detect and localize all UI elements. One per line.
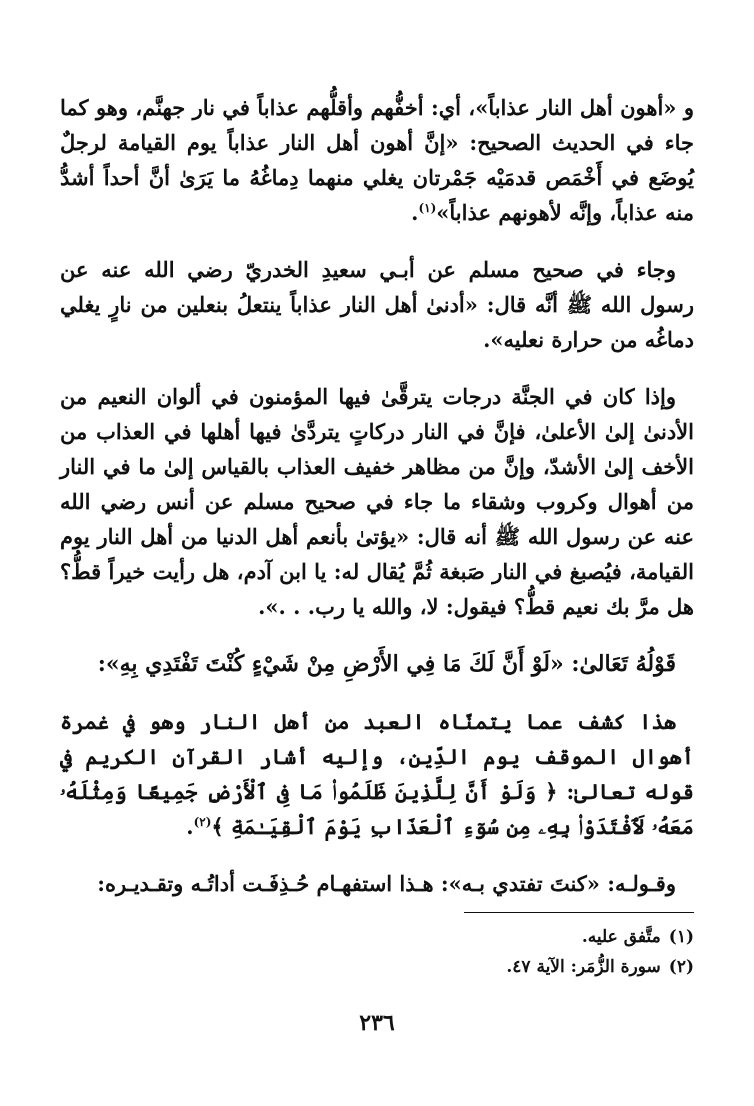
paragraph-5: وقـولـه: «كنتَ تفتدي بـه»: هـذا استفهـام حُـذِفَـت أداتُـه وتقـديـره: xyxy=(97,871,676,896)
footnote-divider xyxy=(464,912,694,913)
paragraph-4-text: هذا كشف عما يتمنّاه العبد من أهل النار وهو في غمرة أهوال الموقف يوم الدِّين، وإليه أشار القرآن الكريم في قوله تعالىٰ: xyxy=(60,709,694,804)
verse-heading: قَوْلُهُ تَعَالىٰ: «لَوْ أَنَّ لَكَ مَا فِي الأَرْضِ مِنْ شَيْءٍ كُنْتَ تَفْتَدِي بِهِ»: xyxy=(97,651,676,677)
paragraph-4-end: . xyxy=(186,814,194,839)
page-number: ٢٣٦ xyxy=(359,1010,395,1036)
quran-verse: ﴿ وَلَوْ أَنَّ لِلَّذِينَ ظَلَمُوا۟ مَا فِى ٱلْأَرْضِ جَمِيعًا وَمِثْلَهُۥ مَعَهُۥ لَٱفْتَدَوْا۟ بِهِۦ مِن سُوٓءِ ٱلْعَذَابِ يَوْمَ ٱلْقِيَـٰمَةِ ﴾ xyxy=(60,779,694,839)
paragraph-3: وإذا كان في الجنَّة درجات يترقَّىٰ فيها المؤمنون في ألوان النعيم من الأدنىٰ إلىٰ الأعلىٰ، فإنَّ في النار دركاتٍ يتردَّىٰ فيها أهلها في العذاب من الأخف إلىٰ الأشدّ، وإنَّ من مظاهر خفيف العذاب بالقياس إلىٰ ما في النار من أهوال وكروب وشقاء ما جاء في صحيح مسلم عن أنس رضي الله عنه عن رسول الله ﷺ أنه قال: «يؤتىٰ بأنعم أهل الدنيا من أهل النار يوم القيامة، فيُصبغ في النار صَبغة ثُمَّ يُقال له: يا ابن آدم، هل رأيت خيراً قطُّ؟ هل مرَّ بك نعيم قطُّ؟ فيقول: لا، والله يا رب. . .». xyxy=(60,384,694,619)
footnote-2 xyxy=(300,952,694,982)
footnote-2-number: (٢) xyxy=(668,957,694,977)
paragraph-1-end: . xyxy=(411,200,419,225)
footnote-1 xyxy=(300,922,694,952)
paragraph-1-text: و «أهون أهل النار عذاباً»، أي: أخفُّهم وأقلُّهم عذاباً في نار جهنَّم، وهو كما جاء في الحديث الصحيح: «إنَّ أهون أهل النار عذاباً يوم القيامة لرجلٌ يُوضَع في أَخْمَص قدمَيْه جَمْرتان يغلي منهما دِماغُهُ ما يَرَىٰ أنَّ أحداً أشدُّ منه عذاباً، وإنَّه لأهونهم عذاباً» xyxy=(60,95,694,225)
paragraph-4 xyxy=(60,704,694,844)
footnotes xyxy=(300,922,694,982)
footnote-ref-1: (١) xyxy=(418,201,437,215)
footnote-ref-2: (٢) xyxy=(193,815,212,829)
paragraph-1 xyxy=(60,90,694,230)
main-text xyxy=(60,90,694,923)
footnote-1-number: (١) xyxy=(668,927,694,947)
paragraph-2: وجاء في صحيح مسلم عن أبـي سعيدِ الخدريّ رضي الله عنه عن رسول الله ﷺ أنَّه قال: «أدنىٰ أهل النار عذاباً ينتعلُ بنعلين من نارٍ يغلي دماغُه من حرارة نعليه». xyxy=(60,257,694,352)
footnote-2-text: سورة الزُّمَر: الآية ٤٧. xyxy=(506,957,661,977)
footnote-1-text: متَّفق عليه. xyxy=(581,927,661,947)
